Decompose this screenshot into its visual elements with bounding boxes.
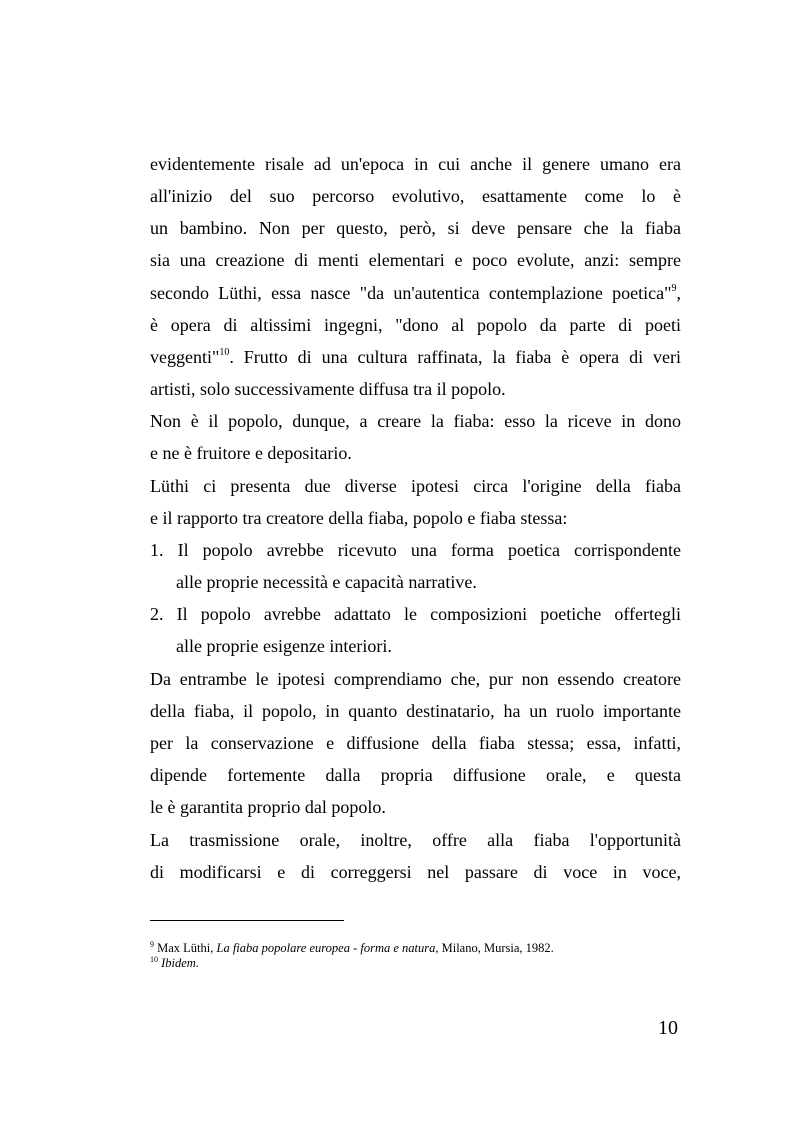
footnote-ref: 9 [671,283,677,294]
body-line: e il rapporto tra creatore della fiaba, popolo e fiaba stessa: [150,508,568,528]
list-item-2-continuation: alle proprie esigenze interiori. [176,636,392,656]
footnote-10 [150,956,710,971]
footnote-text: Ibidem. [158,956,199,970]
body-line: Da entrambe le ipotesi comprendiamo che, pur non essendo creatore [150,669,681,689]
footnote-mark: 10 [150,955,158,964]
footnote-publication: Milano, Mursia, 1982. [438,941,554,955]
footnote-separator [150,920,344,921]
body-line: dipende fortemente dalla propria diffusione orale, e questa [150,765,681,785]
list-item-1-continuation: alle proprie necessità e capacità narrative. [176,572,477,592]
body-line: all'inizio del suo percorso evolutivo, esattamente come lo è [150,186,681,206]
body-line: evidentemente risale ad un'epoca in cui anche il genere umano era [150,154,681,174]
body-line-text: secondo Lüthi, essa nasce "da un'autentica contemplazione poetica" [150,283,672,303]
body-line: della fiaba, il popolo, in quanto destinatario, ha un ruolo importante [150,701,681,721]
body-line: e ne è fruitore e depositario. [150,443,352,463]
body-line: di modificarsi e di correggersi nel passare di voce in voce, [150,862,681,882]
body-line-text: . Frutto di una cultura raffinata, la fiaba è opera di veri [229,347,681,367]
page-number: 10 [658,1017,678,1039]
body-line: è opera di altissimi ingegni, "dono al popolo da parte di poeti [150,315,681,335]
body-line: sia una creazione di menti elementari e poco evolute, anzi: sempre [150,250,681,270]
body-line: La trasmissione orale, inoltre, offre alla fiaba l'opportunità [150,830,681,850]
body-line: Non è il popolo, dunque, a creare la fiaba: esso la riceve in dono [150,411,681,431]
body-line-text: veggenti" [150,347,220,367]
list-item-1: 1. Il popolo avrebbe ricevuto una forma poetica corrispondente [150,540,681,560]
punctuation: , [676,283,681,303]
body-line: le è garantita proprio dal popolo. [150,797,386,817]
list-item-2: 2. Il popolo avrebbe adattato le composizioni poetiche offertegli [150,604,681,624]
body-line: artisti, solo successivamente diffusa tra il popolo. [150,379,506,399]
body-line [150,281,681,305]
footnote-mark: 9 [150,940,154,949]
body-line: Lüthi ci presenta due diverse ipotesi circa l'origine della fiaba [150,476,681,496]
footnote-title: La fiaba popolare europea - forma e natura, [216,941,439,955]
footnote-author: Max Lüthi, [154,941,217,955]
footnote-ref: 10 [219,347,230,358]
body-line: un bambino. Non per questo, però, si deve pensare che la fiaba [150,218,681,238]
body-line: per la conservazione e diffusione della fiaba stessa; essa, infatti, [150,733,681,753]
body-line [150,345,681,369]
footnote-9 [150,941,710,956]
